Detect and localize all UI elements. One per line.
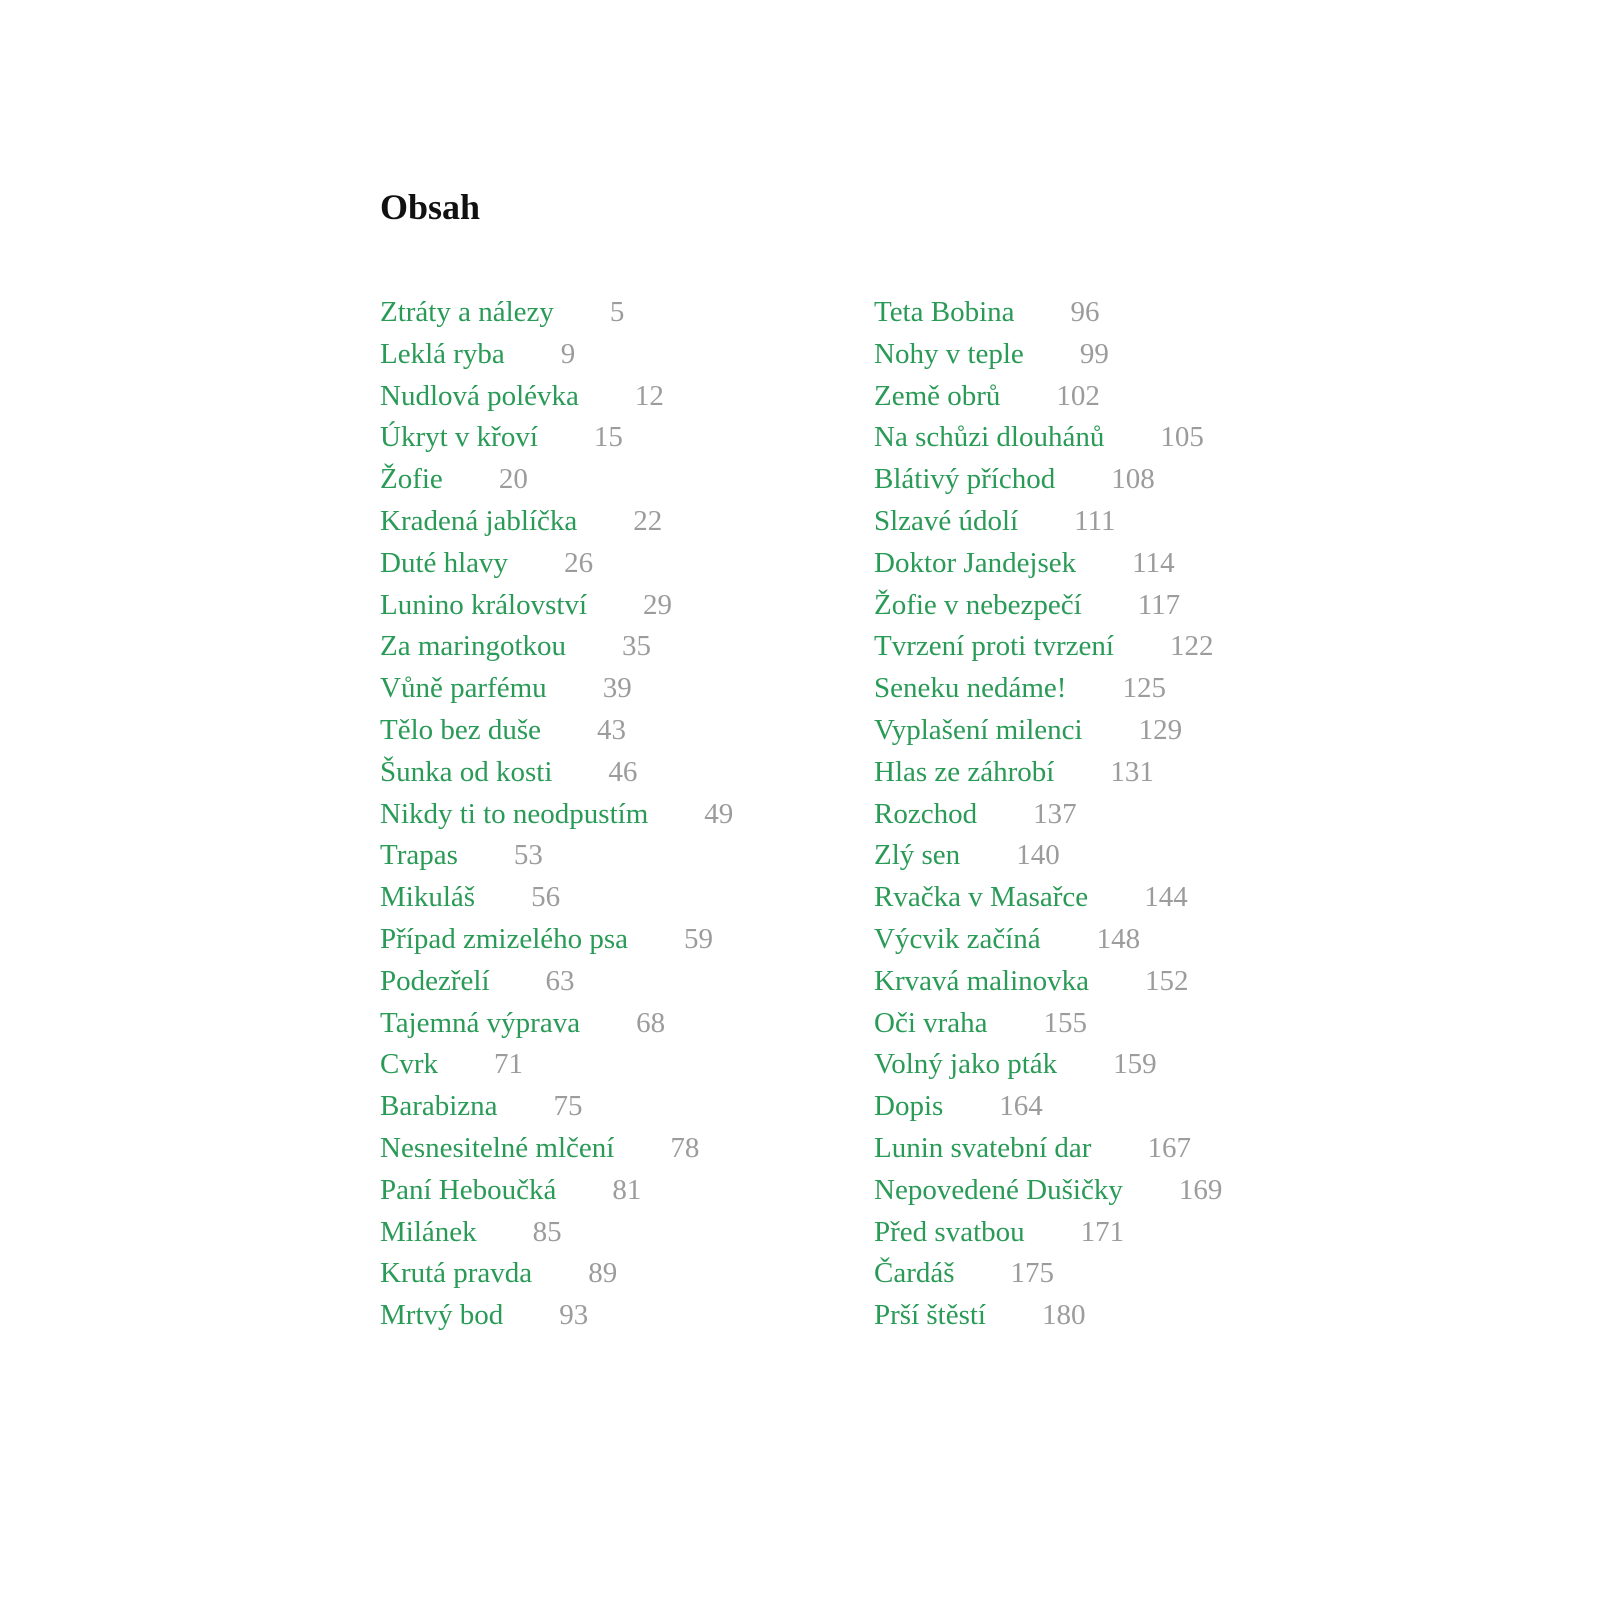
toc-entry-title: Tajemná výprava (380, 1006, 581, 1039)
toc-entry-title: Cvrk (380, 1048, 438, 1081)
toc-entry (874, 501, 1222, 543)
toc-entry-page-number: 164 (999, 1090, 1043, 1123)
toc-entry-page-number: 81 (612, 1173, 642, 1206)
toc-entry (380, 543, 733, 585)
toc-entry-title: Milánek (380, 1215, 477, 1248)
toc-entry-page-number: 63 (545, 964, 575, 997)
toc-entry (380, 334, 733, 376)
toc-entry-title: Mrtvý bod (380, 1299, 504, 1332)
toc-entry (874, 919, 1222, 961)
toc-entry (874, 626, 1222, 668)
toc-entry (874, 1003, 1222, 1045)
toc-entry-title: Nudlová polévka (380, 379, 579, 412)
toc-entry (874, 376, 1222, 418)
toc-entry-page-number: 111 (1074, 504, 1116, 537)
toc-entry-title: Tvrzení proti tvrzení (874, 630, 1114, 663)
toc-entry-page-number: 78 (670, 1131, 700, 1164)
toc-entry-page-number: 99 (1079, 337, 1109, 370)
toc-entry-title: Doktor Jandejsek (874, 546, 1077, 579)
toc-column-left (380, 292, 733, 1337)
toc-entry-page-number: 159 (1113, 1048, 1157, 1081)
toc-entry (380, 376, 733, 418)
toc-entry-title: Teta Bobina (874, 296, 1015, 328)
page-title: Obsah (380, 187, 481, 227)
toc-entry (874, 752, 1222, 794)
toc-entry-page-number: 102 (1056, 379, 1100, 412)
toc-entry-title: Slzavé údolí (874, 504, 1019, 537)
toc-entry-title: Rozchod (874, 797, 978, 830)
toc-entry (380, 1170, 733, 1212)
toc-entry-page-number: 5 (609, 296, 625, 328)
toc-entry-page-number: 71 (494, 1048, 523, 1081)
toc-entry-title: Lunin svatební dar (874, 1131, 1092, 1164)
toc-entry-page-number: 125 (1122, 672, 1166, 705)
toc-entry-title: Kradená jablíčka (380, 504, 578, 537)
toc-entry-title: Nohy v teple (874, 337, 1024, 370)
toc-entry-page-number: 129 (1138, 713, 1183, 746)
toc-entry (380, 835, 733, 877)
toc-entry-page-number: 59 (684, 922, 714, 955)
toc-entry-title: Výcvik začíná (874, 922, 1041, 955)
toc-entry (380, 1044, 733, 1086)
toc-entry (380, 1295, 733, 1337)
toc-entry (874, 961, 1222, 1003)
toc-entry (380, 794, 733, 836)
toc-entry-title: Paní Heboučká (380, 1173, 557, 1206)
toc-entry-title: Tělo bez duše (380, 713, 542, 746)
toc-entry (380, 1086, 733, 1128)
toc-entry (380, 1253, 733, 1295)
toc-entry-title: Vyplašení milenci (874, 713, 1083, 746)
toc-entry-page-number: 169 (1178, 1173, 1223, 1206)
toc-entry-title: Nepovedené Dušičky (874, 1173, 1123, 1206)
toc-entry-page-number: 22 (633, 504, 663, 537)
toc-entry-title: Zlý sen (874, 839, 961, 872)
toc-entry-page-number: 140 (1016, 839, 1060, 872)
toc-entry-title: Šunka od kosti (380, 755, 553, 788)
toc-entry-page-number: 46 (608, 755, 638, 788)
toc-entry-page-number: 152 (1145, 964, 1189, 997)
toc-entry-title: Vůně parfému (380, 672, 547, 705)
toc-entry-title: Žofie (380, 463, 443, 496)
toc-entry-title: Úkryt v křoví (380, 421, 538, 454)
toc-entry-page-number: 155 (1043, 1006, 1088, 1039)
toc-entry-title: Před svatbou (874, 1215, 1025, 1248)
toc-entry-title: Seneku nedáme! (874, 672, 1067, 705)
toc-entry (380, 1003, 733, 1045)
toc-entry-page-number: 9 (560, 337, 576, 370)
toc-entry-title: Volný jako pták (874, 1048, 1058, 1081)
toc-entry-page-number: 43 (597, 713, 627, 746)
toc-entry-title: Případ zmizelého psa (380, 922, 629, 955)
toc-entry-title: Krvavá malinovka (874, 964, 1090, 997)
toc-entry-page-number: 29 (643, 588, 673, 621)
toc-entry-page-number: 180 (1042, 1299, 1086, 1332)
toc-entry-page-number: 93 (559, 1299, 589, 1332)
toc-entry (874, 292, 1222, 334)
toc-entry (380, 1212, 733, 1254)
toc-entry (874, 877, 1222, 919)
toc-entry-title: Leklá ryba (380, 337, 505, 370)
toc-entry (874, 585, 1222, 627)
toc-entry (380, 752, 733, 794)
toc-entry-title: Ztráty a nálezy (380, 296, 554, 328)
toc-entry-page-number: 96 (1070, 296, 1100, 328)
toc-entry-title: Trapas (380, 839, 458, 872)
toc-entry-title: Lunino království (380, 588, 588, 621)
toc-entry-page-number: 137 (1033, 797, 1077, 830)
toc-entry (380, 585, 733, 627)
toc-entry-page-number: 49 (704, 797, 734, 830)
toc-entry-page-number: 68 (636, 1006, 666, 1039)
toc-entry-page-number: 56 (531, 881, 561, 914)
toc-entry-page-number: 122 (1169, 630, 1214, 663)
toc-entry-title: Krutá pravda (380, 1257, 533, 1290)
toc-entry-title: Blátivý příchod (874, 463, 1056, 496)
toc-entry (874, 1295, 1222, 1337)
toc-entry-page-number: 108 (1111, 463, 1155, 496)
toc-entry-page-number: 35 (622, 630, 652, 663)
toc-entry-page-number: 39 (602, 672, 632, 705)
toc-entry (874, 417, 1222, 459)
toc-entry-title: Duté hlavy (380, 546, 509, 579)
toc-column-right (874, 292, 1222, 1337)
toc-entry (874, 1212, 1222, 1254)
toc-entry (874, 1170, 1222, 1212)
toc-entry-page-number: 85 (532, 1215, 562, 1248)
toc-entry-page-number: 114 (1132, 546, 1175, 579)
toc-entry (380, 292, 733, 334)
toc-entry-title: Hlas ze záhrobí (874, 755, 1055, 788)
toc-entry (874, 459, 1222, 501)
toc-entry-title: Nesnesitelné mlčení (380, 1131, 615, 1164)
toc-entry (874, 668, 1222, 710)
toc-entry (380, 961, 733, 1003)
toc-entry-page-number: 117 (1137, 588, 1181, 621)
toc-entry-page-number: 75 (553, 1090, 583, 1123)
toc-entry-page-number: 148 (1096, 922, 1141, 955)
toc-entry-page-number: 167 (1147, 1131, 1191, 1164)
toc-entry-title: Barabizna (380, 1090, 498, 1123)
toc-entry-title: Za maringotkou (380, 630, 567, 663)
toc-entry (380, 626, 733, 668)
toc-entry-page-number: 20 (498, 463, 528, 496)
toc-entry (874, 710, 1222, 752)
toc-entry-page-number: 12 (634, 379, 664, 412)
toc-entry (380, 877, 733, 919)
toc-entry-title: Rvačka v Masařce (874, 881, 1089, 914)
toc-entry (874, 1086, 1222, 1128)
toc-entry-page-number: 53 (513, 839, 543, 872)
toc-entry-title: Na schůzi dlouhánů (874, 421, 1105, 454)
toc-entry (380, 919, 733, 961)
toc-entry-page-number: 131 (1110, 755, 1154, 788)
toc-entry-title: Žofie v nebezpečí (874, 588, 1082, 621)
toc-entry-page-number: 15 (593, 421, 623, 454)
toc-entry-page-number: 144 (1144, 881, 1188, 914)
toc-entry-page-number: 171 (1080, 1215, 1125, 1248)
toc-entry-page-number: 26 (564, 546, 594, 579)
toc-entry (874, 1253, 1222, 1295)
toc-entry-title: Prší štěstí (874, 1299, 986, 1332)
toc-entry-title: Podezřelí (380, 964, 490, 997)
toc-entry (380, 668, 733, 710)
toc-entry (874, 334, 1222, 376)
toc-entry (874, 1044, 1222, 1086)
toc-entry-page-number: 89 (588, 1257, 618, 1290)
toc-entry (380, 417, 733, 459)
toc-entry-page-number: 105 (1160, 421, 1204, 454)
toc-entry (380, 710, 733, 752)
toc-entry (874, 543, 1222, 585)
toc-entry (874, 1128, 1222, 1170)
toc-entry (874, 835, 1222, 877)
toc-entry-page-number: 175 (1010, 1257, 1055, 1290)
toc-entry-title: Mikuláš (380, 881, 476, 914)
toc-entry (380, 501, 733, 543)
toc-entry (874, 794, 1222, 836)
toc-entry-title: Nikdy ti to neodpustím (380, 797, 649, 830)
toc-entry (380, 459, 733, 501)
toc-entry (380, 1128, 733, 1170)
toc-entry-title: Oči vraha (874, 1006, 988, 1039)
toc-entry-title: Čardáš (874, 1257, 955, 1290)
toc-entry-title: Země obrů (874, 379, 1001, 412)
toc-entry-title: Dopis (874, 1090, 944, 1123)
